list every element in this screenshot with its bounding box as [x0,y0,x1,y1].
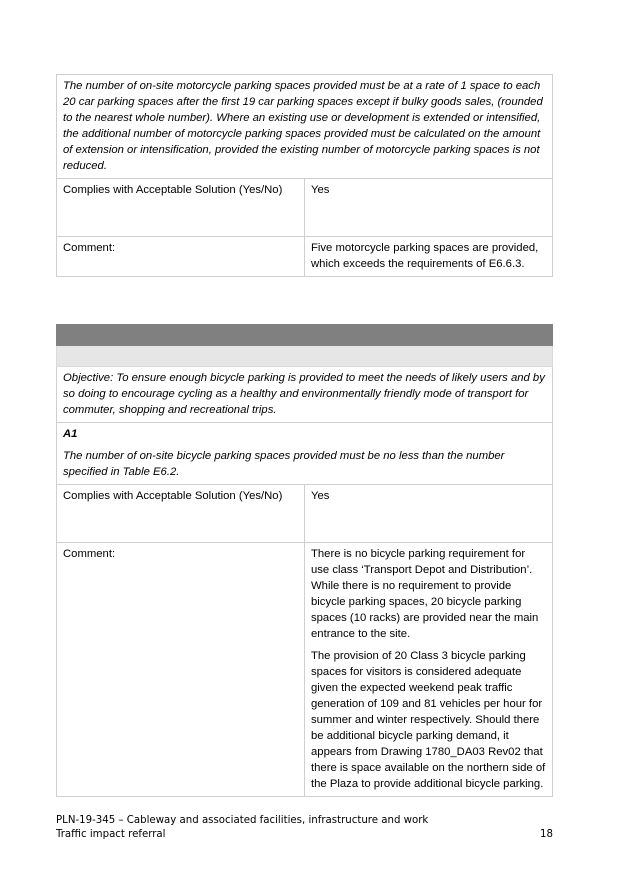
bicycle-parking-table [56,324,553,797]
footer-document-title: PLN-19-345 – Cableway and associated facilities, infrastructure and work [56,815,429,826]
comment-label: Comment: [57,543,305,797]
comment-value [305,543,553,797]
a1-cell [57,423,553,485]
motorcycle-criterion-text: The number of on-site motorcycle parking spaces provided must be at a rate of 1 space to each 20 car parking spaces after the first 19 car parking spaces except if bulky goods sales, (rounded to the nearest whole number). Where an existing use or development is extended or intensified, the additional number of motorcycle parking spaces provided must be calculated on the amount of extension or intensification, provided the existing number of motorcycle parking spaces is not reduced. [57,75,553,179]
motorcycle-parking-table [56,74,553,277]
a1-label: A1 [63,428,78,440]
a1-text: The number of on-site bicycle parking spaces provided must be no less than the number specified in Table E6.2. [63,450,505,478]
footer-subtitle: Traffic impact referral [56,829,166,840]
comment-paragraph: The provision of 20 Class 3 bicycle parking spaces for visitors is considered adequate given the expected weekend peak traffic generation of 109 and 81 vehicles per hour for summer and winter respectively. Should there be additional bicycle parking demand, it appears from Drawing 1780_DA03 Rev02 that there is space available on the northern side of the Plaza to provide additional bicycle parking. [311,650,546,790]
page-number: 18 [540,829,553,840]
page-footer [56,814,553,842]
comment-label: Comment: [57,237,305,277]
complies-label: Complies with Acceptable Solution (Yes/No) [57,179,305,237]
section-subheader-bar [57,346,553,367]
section-header-bar [57,325,553,346]
comment-value: Five motorcycle parking spaces are provided, which exceeds the requirements of E6.6.3. [305,237,553,277]
comment-paragraph: There is no bicycle parking requirement for use class ‘Transport Depot and Distribution’. While there is no requirement to provide bicycle parking spaces, 20 bicycle parking spaces (10 racks) are provided near the main entrance to the site. [311,548,539,640]
objective-text: Objective: To ensure enough bicycle parking is provided to meet the needs of likely users and by so doing to encourage cycling as a healthy and environmentally friendly mode of transport for commuter, shopping and recreational trips. [57,367,553,423]
complies-value: Yes [305,179,553,237]
complies-label: Complies with Acceptable Solution (Yes/No) [57,485,305,543]
complies-value: Yes [305,485,553,543]
